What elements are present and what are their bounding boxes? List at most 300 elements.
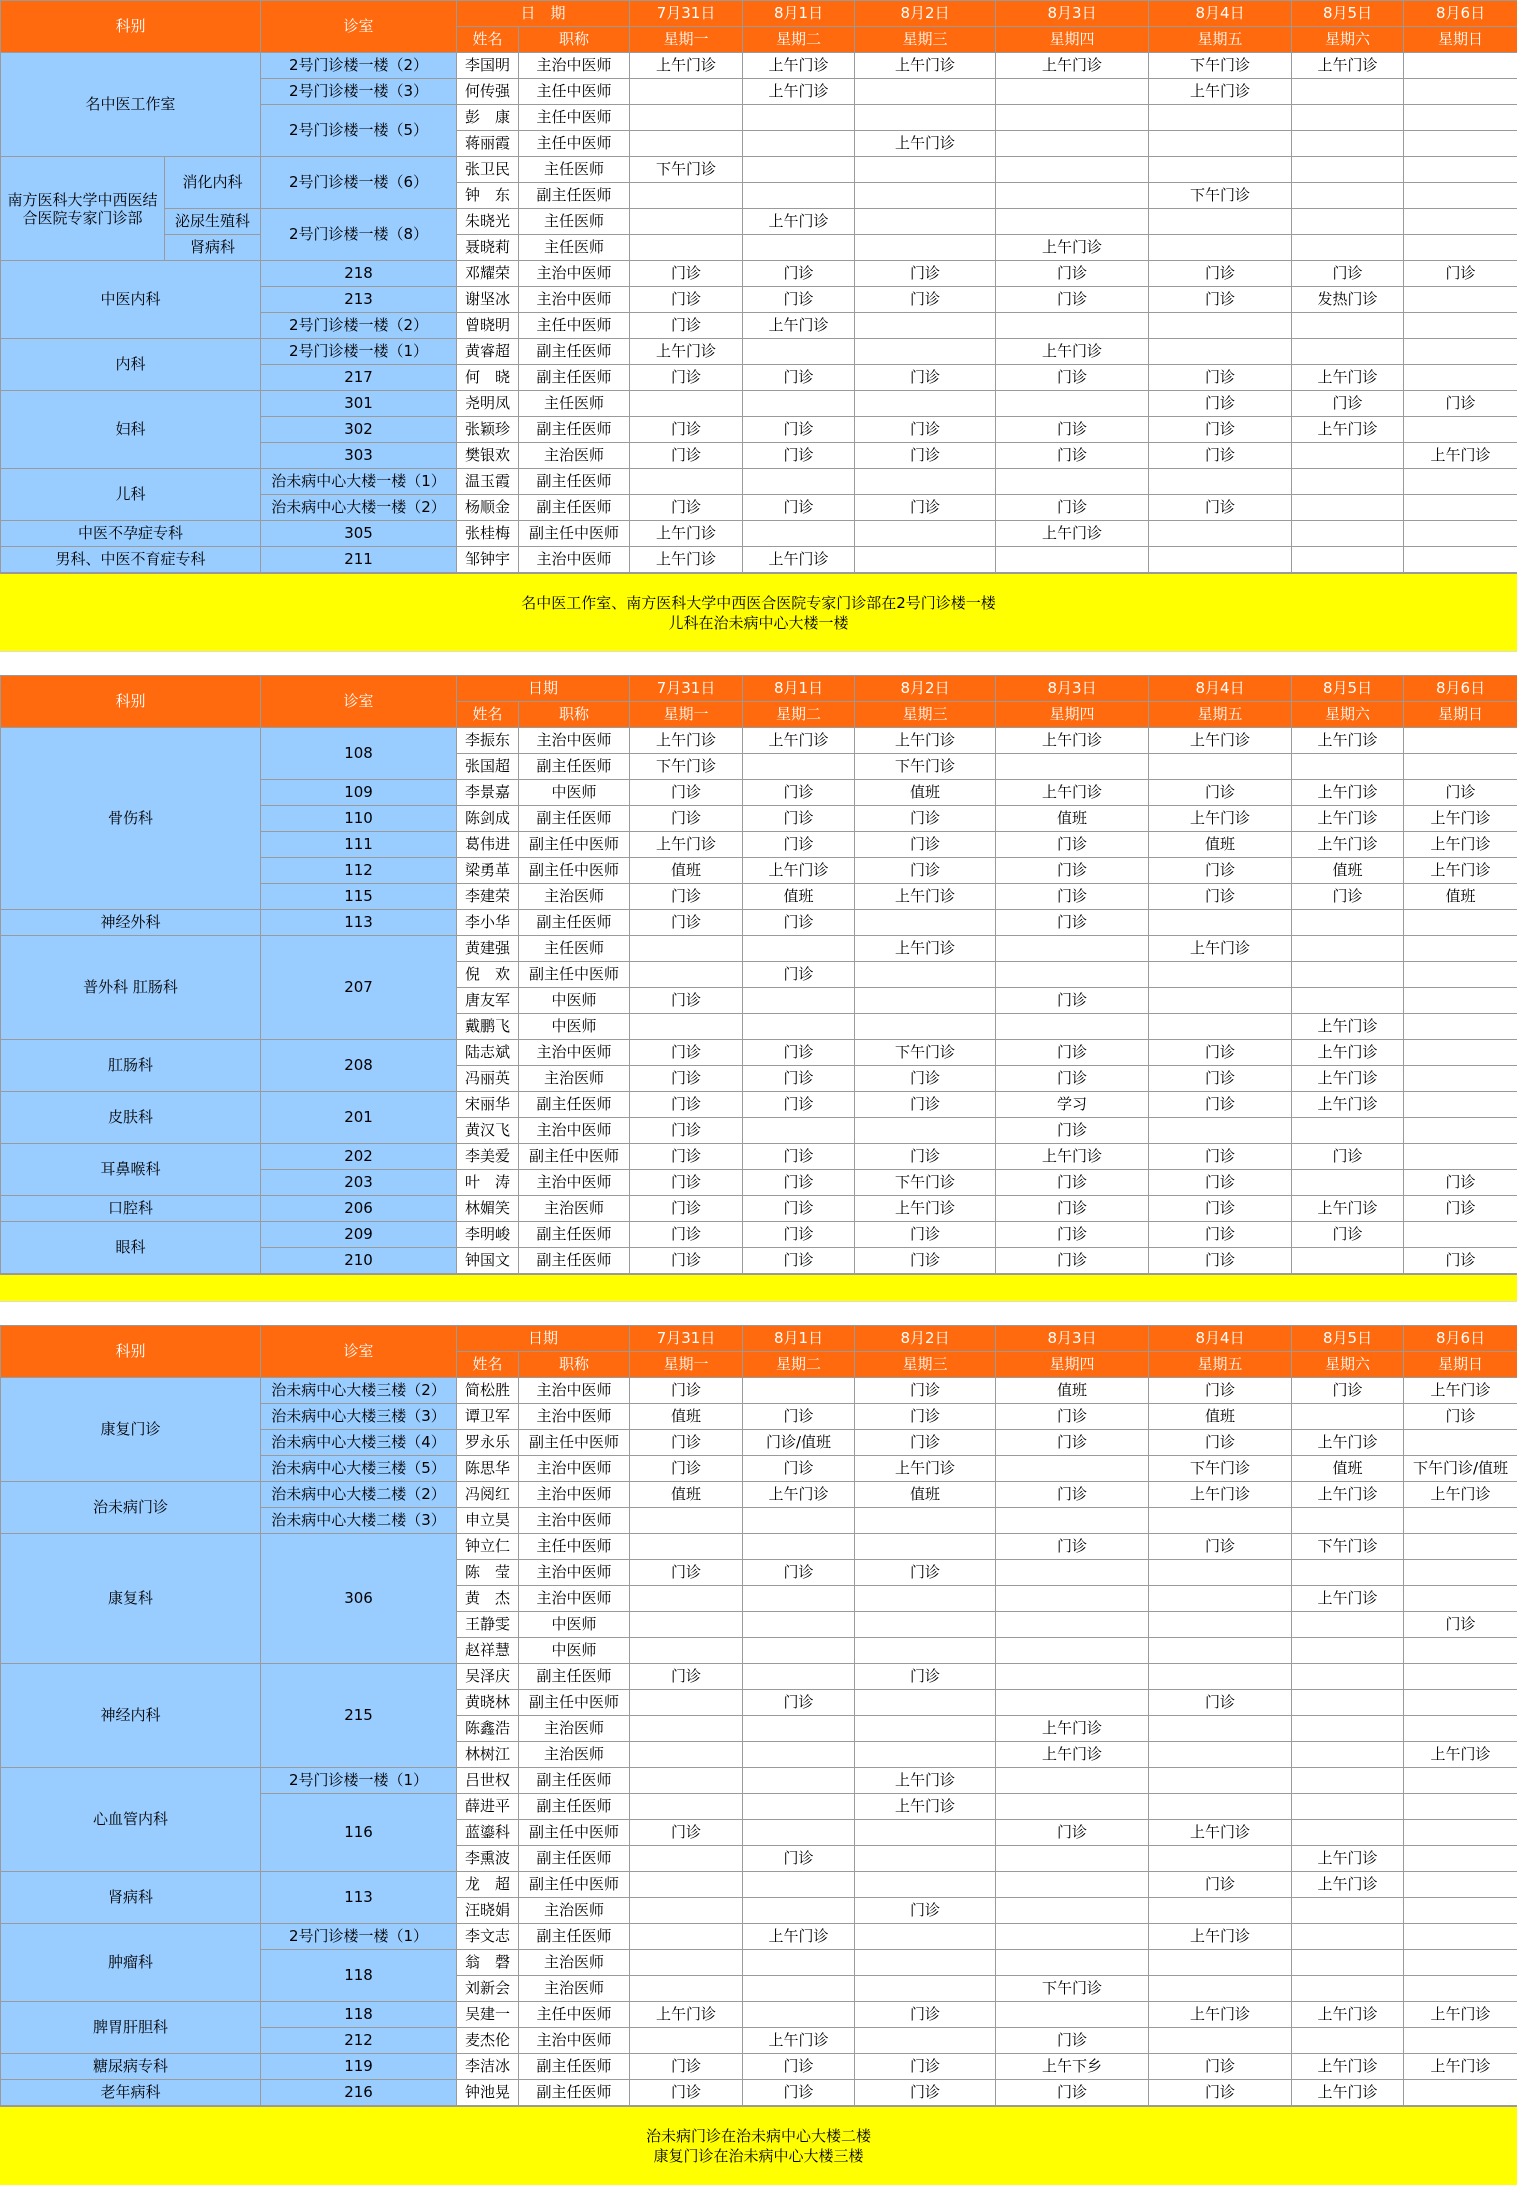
schedule-cell: 上午门诊 xyxy=(855,1196,996,1222)
table-row xyxy=(1,469,1517,495)
doctor-title: 主任医师 xyxy=(519,209,630,235)
schedule-cell xyxy=(1292,1612,1404,1638)
schedule-cell: 学习 xyxy=(996,1092,1149,1118)
header-date: 8月1日 xyxy=(743,1326,855,1352)
schedule-cell xyxy=(855,1742,996,1768)
schedule-cell: 门诊 xyxy=(996,261,1149,287)
schedule-cell xyxy=(855,1508,996,1534)
schedule-cell: 门诊 xyxy=(630,1196,743,1222)
schedule-cell: 上午门诊 xyxy=(743,1482,855,1508)
table-row xyxy=(1,1092,1517,1118)
schedule-cell: 上午门诊 xyxy=(1292,780,1404,806)
schedule-cell: 上午门诊 xyxy=(1292,1092,1404,1118)
schedule-cell xyxy=(1404,2028,1517,2054)
schedule-cell: 上午门诊 xyxy=(996,1742,1149,1768)
header-date: 8月4日 xyxy=(1149,1326,1292,1352)
schedule-cell: 上午门诊 xyxy=(1292,1196,1404,1222)
doctor-name: 赵祥慧 xyxy=(457,1638,519,1664)
doctor-name: 简松胜 xyxy=(457,1378,519,1404)
department-cell: 老年病科 xyxy=(1,2080,261,2106)
schedule-cell xyxy=(996,1612,1149,1638)
schedule-cell xyxy=(996,1638,1149,1664)
room-cell: 治未病中心大楼二楼（2） xyxy=(261,1482,457,1508)
schedule-cell: 门诊 xyxy=(743,1222,855,1248)
doctor-name: 李熏波 xyxy=(457,1846,519,1872)
doctor-title: 副主任医师 xyxy=(519,365,630,391)
schedule-cell: 门诊 xyxy=(630,1248,743,1274)
doctor-title: 中医师 xyxy=(519,1638,630,1664)
schedule-table-3 xyxy=(0,1325,1517,2106)
schedule-cell xyxy=(855,1950,996,1976)
schedule-cell: 上午门诊 xyxy=(855,936,996,962)
room-cell: 118 xyxy=(261,1950,457,2002)
header-date: 8月2日 xyxy=(855,1,996,27)
schedule-cell xyxy=(855,157,996,183)
department-cell: 儿科 xyxy=(1,469,261,521)
header-date: 8月5日 xyxy=(1292,1,1404,27)
header-name: 姓名 xyxy=(457,27,519,53)
schedule-cell: 门诊 xyxy=(996,1222,1149,1248)
table-row xyxy=(1,391,1517,417)
room-cell: 207 xyxy=(261,936,457,1040)
schedule-cell xyxy=(855,469,996,495)
schedule-cell xyxy=(630,1768,743,1794)
schedule-cell xyxy=(855,1976,996,2002)
table-row xyxy=(1,2002,1517,2028)
schedule-cell xyxy=(1292,988,1404,1014)
doctor-title: 副主任医师 xyxy=(519,754,630,780)
doctor-name: 李振东 xyxy=(457,728,519,754)
doctor-title: 主治医师 xyxy=(519,1898,630,1924)
schedule-cell: 上午门诊 xyxy=(743,547,855,573)
doctor-title: 主治中医师 xyxy=(519,1378,630,1404)
header-weekday: 星期日 xyxy=(1404,27,1517,53)
doctor-title: 副主任医师 xyxy=(519,495,630,521)
schedule-cell xyxy=(996,157,1149,183)
location-note-line: 名中医工作室、南方医科大学中西医合医院专家门诊部在2号门诊楼一楼 xyxy=(521,593,996,612)
schedule-cell xyxy=(743,105,855,131)
schedule-cell xyxy=(743,391,855,417)
schedule-cell: 门诊 xyxy=(743,1066,855,1092)
room-cell: 116 xyxy=(261,1794,457,1872)
table-row xyxy=(1,339,1517,365)
schedule-cell: 上午门诊 xyxy=(855,1794,996,1820)
doctor-title: 主治中医师 xyxy=(519,1118,630,1144)
schedule-cell xyxy=(996,1950,1149,1976)
schedule-cell: 发热门诊 xyxy=(1292,287,1404,313)
schedule-cell: 值班 xyxy=(1292,1456,1404,1482)
schedule-cell: 门诊 xyxy=(1149,2080,1292,2106)
doctor-name: 朱晓光 xyxy=(457,209,519,235)
doctor-name: 陆志斌 xyxy=(457,1040,519,1066)
schedule-cell: 上午门诊 xyxy=(1404,2054,1517,2080)
schedule-cell: 上午门诊 xyxy=(743,858,855,884)
schedule-cell xyxy=(1404,910,1517,936)
doctor-title: 副主任医师 xyxy=(519,806,630,832)
schedule-cell xyxy=(743,988,855,1014)
schedule-cell xyxy=(1404,1092,1517,1118)
schedule-cell xyxy=(1404,365,1517,391)
schedule-cell xyxy=(1149,339,1292,365)
header-weekday: 星期日 xyxy=(1404,1352,1517,1378)
schedule-cell xyxy=(855,339,996,365)
doctor-name: 黄 杰 xyxy=(457,1586,519,1612)
schedule-cell: 上午门诊 xyxy=(1404,858,1517,884)
header-date-label: 日 期 xyxy=(457,1,630,27)
schedule-cell xyxy=(1292,521,1404,547)
doctor-name: 陈思华 xyxy=(457,1456,519,1482)
schedule-cell xyxy=(1149,547,1292,573)
schedule-cell xyxy=(630,1898,743,1924)
header-weekday: 星期六 xyxy=(1292,702,1404,728)
schedule-cell: 上午门诊 xyxy=(743,313,855,339)
schedule-cell: 门诊 xyxy=(630,313,743,339)
doctor-title: 主任中医师 xyxy=(519,2002,630,2028)
doctor-title: 主治医师 xyxy=(519,1976,630,2002)
header-date: 8月3日 xyxy=(996,676,1149,702)
doctor-name: 李明峻 xyxy=(457,1222,519,1248)
schedule-cell xyxy=(1292,339,1404,365)
doctor-title: 副主任医师 xyxy=(519,910,630,936)
schedule-cell: 门诊 xyxy=(743,2080,855,2106)
schedule-cell xyxy=(743,1014,855,1040)
schedule-cell: 上午门诊 xyxy=(855,1768,996,1794)
room-cell: 119 xyxy=(261,2054,457,2080)
section-gap xyxy=(0,651,1517,675)
schedule-cell xyxy=(1149,1014,1292,1040)
schedule-cell: 门诊 xyxy=(855,2054,996,2080)
room-cell: 2号门诊楼一楼（1） xyxy=(261,1924,457,1950)
schedule-cell xyxy=(996,313,1149,339)
doctor-name: 钟立仁 xyxy=(457,1534,519,1560)
schedule-cell xyxy=(1149,209,1292,235)
doctor-name: 张颖珍 xyxy=(457,417,519,443)
schedule-cell xyxy=(1292,1716,1404,1742)
schedule-cell xyxy=(630,1872,743,1898)
schedule-cell xyxy=(1404,1508,1517,1534)
header-date: 8月4日 xyxy=(1149,1,1292,27)
doctor-name: 戴鹏飞 xyxy=(457,1014,519,1040)
schedule-cell: 门诊 xyxy=(855,417,996,443)
schedule-cell xyxy=(630,105,743,131)
doctor-name: 罗永乐 xyxy=(457,1430,519,1456)
doctor-name: 曾晓明 xyxy=(457,313,519,339)
room-cell: 210 xyxy=(261,1248,457,1274)
schedule-cell: 上午门诊 xyxy=(1292,728,1404,754)
table-row xyxy=(1,1924,1517,1950)
doctor-title: 主治医师 xyxy=(519,1066,630,1092)
doctor-name: 何 晓 xyxy=(457,365,519,391)
schedule-cell xyxy=(1404,1040,1517,1066)
schedule-cell xyxy=(855,2028,996,2054)
schedule-cell: 门诊 xyxy=(743,1092,855,1118)
header-weekday: 星期二 xyxy=(743,702,855,728)
schedule-cell xyxy=(1149,521,1292,547)
schedule-cell: 上午门诊 xyxy=(1292,1066,1404,1092)
department-cell: 男科、中医不育症专科 xyxy=(1,547,261,573)
table-row xyxy=(1,1664,1517,1690)
schedule-cell: 门诊 xyxy=(1404,1612,1517,1638)
table-row xyxy=(1,209,1517,235)
location-note-line: 儿科在治未病中心大楼一楼 xyxy=(668,613,849,632)
schedule-cell xyxy=(996,79,1149,105)
schedule-cell xyxy=(1404,1534,1517,1560)
doctor-title: 主治中医师 xyxy=(519,261,630,287)
schedule-cell xyxy=(1292,1404,1404,1430)
schedule-cell: 门诊 xyxy=(743,261,855,287)
schedule-cell xyxy=(1404,339,1517,365)
room-cell: 治未病中心大楼一楼（1） xyxy=(261,469,457,495)
schedule-cell xyxy=(630,209,743,235)
schedule-cell xyxy=(630,1950,743,1976)
doctor-name: 邹钟宇 xyxy=(457,547,519,573)
doctor-name: 谢坚冰 xyxy=(457,287,519,313)
schedule-cell xyxy=(1292,1560,1404,1586)
room-cell: 治未病中心大楼三楼（3） xyxy=(261,1404,457,1430)
table-row xyxy=(1,936,1517,962)
schedule-cell xyxy=(855,910,996,936)
header-dept: 科别 xyxy=(1,676,261,728)
schedule-cell xyxy=(630,1846,743,1872)
header-title: 职称 xyxy=(519,1352,630,1378)
schedule-cell xyxy=(1149,1118,1292,1144)
schedule-cell: 门诊 xyxy=(630,1430,743,1456)
schedule-cell xyxy=(743,1534,855,1560)
schedule-cell: 门诊 xyxy=(1149,1248,1292,1274)
schedule-cell xyxy=(1404,469,1517,495)
header-weekday: 星期五 xyxy=(1149,702,1292,728)
schedule-cell: 下午门诊 xyxy=(855,1040,996,1066)
schedule-cell: 上午门诊 xyxy=(996,53,1149,79)
schedule-cell: 下午门诊 xyxy=(996,1976,1149,2002)
doctor-name: 唐友军 xyxy=(457,988,519,1014)
schedule-cell: 值班 xyxy=(630,858,743,884)
schedule-cell: 上午门诊 xyxy=(1149,728,1292,754)
doctor-title: 副主任医师 xyxy=(519,1248,630,1274)
schedule-cell: 门诊 xyxy=(855,1378,996,1404)
department-cell: 肿瘤科 xyxy=(1,1924,261,2002)
doctor-name: 梁勇革 xyxy=(457,858,519,884)
schedule-cell xyxy=(1404,157,1517,183)
schedule-cell: 门诊 xyxy=(996,287,1149,313)
doctor-title: 副主任医师 xyxy=(519,339,630,365)
schedule-cell xyxy=(1149,1638,1292,1664)
schedule-cell: 门诊 xyxy=(996,2028,1149,2054)
doctor-name: 陈剑成 xyxy=(457,806,519,832)
schedule-cell: 上午门诊 xyxy=(630,2002,743,2028)
schedule-cell: 上午门诊 xyxy=(1404,1482,1517,1508)
schedule-cell xyxy=(1404,1794,1517,1820)
schedule-cell: 下午门诊 xyxy=(855,754,996,780)
schedule-cell xyxy=(743,1118,855,1144)
schedule-cell: 门诊 xyxy=(1404,1196,1517,1222)
schedule-cell xyxy=(1292,131,1404,157)
schedule-cell: 门诊 xyxy=(855,2080,996,2106)
doctor-name: 陈 莹 xyxy=(457,1560,519,1586)
schedule-cell xyxy=(630,1794,743,1820)
room-cell: 301 xyxy=(261,391,457,417)
schedule-cell: 门诊 xyxy=(743,1690,855,1716)
doctor-title: 主任医师 xyxy=(519,235,630,261)
schedule-cell xyxy=(630,936,743,962)
schedule-cell: 上午门诊 xyxy=(743,53,855,79)
schedule-cell xyxy=(1404,1716,1517,1742)
schedule-cell xyxy=(996,1560,1149,1586)
schedule-cell xyxy=(1292,105,1404,131)
schedule-cell xyxy=(630,391,743,417)
schedule-cell xyxy=(1292,547,1404,573)
schedule-cell: 门诊 xyxy=(1149,1534,1292,1560)
header-date-label: 日期 xyxy=(457,1326,630,1352)
schedule-cell: 门诊 xyxy=(996,1404,1149,1430)
schedule-cell: 上午门诊 xyxy=(1292,2080,1404,2106)
schedule-cell: 值班 xyxy=(743,884,855,910)
doctor-title: 副主任医师 xyxy=(519,1222,630,1248)
schedule-cell xyxy=(1149,754,1292,780)
schedule-cell xyxy=(996,1768,1149,1794)
schedule-cell: 门诊 xyxy=(1149,1040,1292,1066)
schedule-cell xyxy=(996,1898,1149,1924)
room-cell: 201 xyxy=(261,1092,457,1144)
doctor-name: 冯丽英 xyxy=(457,1066,519,1092)
schedule-cell: 门诊 xyxy=(630,1170,743,1196)
header-room: 诊室 xyxy=(261,676,457,728)
header-weekday: 星期一 xyxy=(630,702,743,728)
schedule-cell xyxy=(996,131,1149,157)
schedule-cell xyxy=(1404,1924,1517,1950)
schedule-cell: 门诊 xyxy=(855,365,996,391)
schedule-cell xyxy=(1149,962,1292,988)
schedule-cell xyxy=(996,1664,1149,1690)
schedule-cell: 门诊 xyxy=(855,2002,996,2028)
schedule-cell xyxy=(1404,131,1517,157)
schedule-section-3 xyxy=(0,1325,1517,2185)
schedule-cell: 上午门诊 xyxy=(996,728,1149,754)
schedule-cell: 上午门诊 xyxy=(1292,1040,1404,1066)
schedule-cell: 下午门诊 xyxy=(630,754,743,780)
room-cell: 215 xyxy=(261,1664,457,1768)
doctor-title: 主任中医师 xyxy=(519,105,630,131)
schedule-cell xyxy=(630,183,743,209)
doctor-name: 李国明 xyxy=(457,53,519,79)
department-cell: 眼科 xyxy=(1,1222,261,1274)
schedule-cell xyxy=(1292,1742,1404,1768)
schedule-cell: 上午门诊 xyxy=(1404,1742,1517,1768)
doctor-name: 李美爱 xyxy=(457,1144,519,1170)
header-room: 诊室 xyxy=(261,1,457,53)
doctor-title: 副主任中医师 xyxy=(519,1872,630,1898)
schedule-cell xyxy=(630,1014,743,1040)
schedule-cell: 门诊 xyxy=(630,1040,743,1066)
table-row xyxy=(1,1144,1517,1170)
schedule-cell xyxy=(855,1586,996,1612)
room-cell: 218 xyxy=(261,261,457,287)
schedule-cell: 门诊 xyxy=(855,1664,996,1690)
schedule-cell xyxy=(1149,1794,1292,1820)
doctor-name: 黄晓林 xyxy=(457,1690,519,1716)
schedule-cell xyxy=(855,1924,996,1950)
schedule-cell: 门诊 xyxy=(855,1560,996,1586)
schedule-cell: 上午门诊 xyxy=(1292,1430,1404,1456)
header-dept: 科别 xyxy=(1,1326,261,1378)
schedule-cell: 门诊 xyxy=(996,1118,1149,1144)
schedule-cell xyxy=(1292,1170,1404,1196)
room-cell: 118 xyxy=(261,2002,457,2028)
doctor-name: 聂晓莉 xyxy=(457,235,519,261)
schedule-cell: 上午门诊 xyxy=(1292,417,1404,443)
room-cell: 302 xyxy=(261,417,457,443)
schedule-cell xyxy=(1292,2028,1404,2054)
schedule-cell xyxy=(855,235,996,261)
schedule-cell xyxy=(996,1924,1149,1950)
schedule-cell xyxy=(1292,1794,1404,1820)
schedule-cell: 门诊 xyxy=(996,988,1149,1014)
header-name: 姓名 xyxy=(457,1352,519,1378)
location-note-line: 康复门诊在治未病中心大楼三楼 xyxy=(653,2147,864,2165)
schedule-cell: 上午门诊 xyxy=(996,339,1149,365)
doctor-title: 副主任中医师 xyxy=(519,1690,630,1716)
doctor-title: 主治医师 xyxy=(519,1742,630,1768)
schedule-cell: 值班 xyxy=(1404,884,1517,910)
doctor-title: 副主任医师 xyxy=(519,1092,630,1118)
section-gap xyxy=(0,1301,1517,1325)
schedule-cell: 值班 xyxy=(996,1378,1149,1404)
schedule-cell: 上午门诊 xyxy=(1149,2002,1292,2028)
schedule-cell xyxy=(1149,1612,1292,1638)
schedule-cell: 门诊 xyxy=(630,417,743,443)
schedule-cell: 上午门诊 xyxy=(1404,2002,1517,2028)
doctor-title: 副主任医师 xyxy=(519,2054,630,2080)
doctor-title: 副主任中医师 xyxy=(519,832,630,858)
schedule-cell: 门诊 xyxy=(743,417,855,443)
doctor-name: 冯阅红 xyxy=(457,1482,519,1508)
schedule-cell xyxy=(855,1872,996,1898)
doctor-title: 主治中医师 xyxy=(519,2028,630,2054)
schedule-cell: 门诊 xyxy=(996,443,1149,469)
doctor-title: 主治中医师 xyxy=(519,1508,630,1534)
schedule-cell xyxy=(855,962,996,988)
schedule-cell xyxy=(1292,183,1404,209)
schedule-cell: 值班 xyxy=(630,1482,743,1508)
header-dept: 科别 xyxy=(1,1,261,53)
doctor-title: 副主任医师 xyxy=(519,417,630,443)
doctor-title: 主任医师 xyxy=(519,936,630,962)
schedule-cell: 门诊 xyxy=(855,1222,996,1248)
header-date-label: 日期 xyxy=(457,676,630,702)
schedule-cell xyxy=(855,79,996,105)
schedule-cell xyxy=(743,2002,855,2028)
room-cell: 治未病中心大楼三楼（4） xyxy=(261,1430,457,1456)
schedule-cell: 门诊 xyxy=(630,495,743,521)
room-cell: 217 xyxy=(261,365,457,391)
schedule-cell xyxy=(1149,1976,1292,2002)
schedule-cell: 门诊 xyxy=(743,962,855,988)
schedule-cell xyxy=(743,339,855,365)
schedule-cell: 门诊 xyxy=(1149,417,1292,443)
doctor-name: 张桂梅 xyxy=(457,521,519,547)
doctor-name: 何传强 xyxy=(457,79,519,105)
doctor-title: 主任中医师 xyxy=(519,131,630,157)
schedule-cell: 门诊 xyxy=(1149,1144,1292,1170)
doctor-title: 主治中医师 xyxy=(519,53,630,79)
schedule-cell xyxy=(743,1742,855,1768)
schedule-cell xyxy=(743,1508,855,1534)
table-row xyxy=(1,2080,1517,2106)
doctor-name: 樊银欢 xyxy=(457,443,519,469)
schedule-cell xyxy=(743,157,855,183)
department-cell: 肾病科 xyxy=(1,1872,261,1924)
room-cell: 113 xyxy=(261,1872,457,1924)
